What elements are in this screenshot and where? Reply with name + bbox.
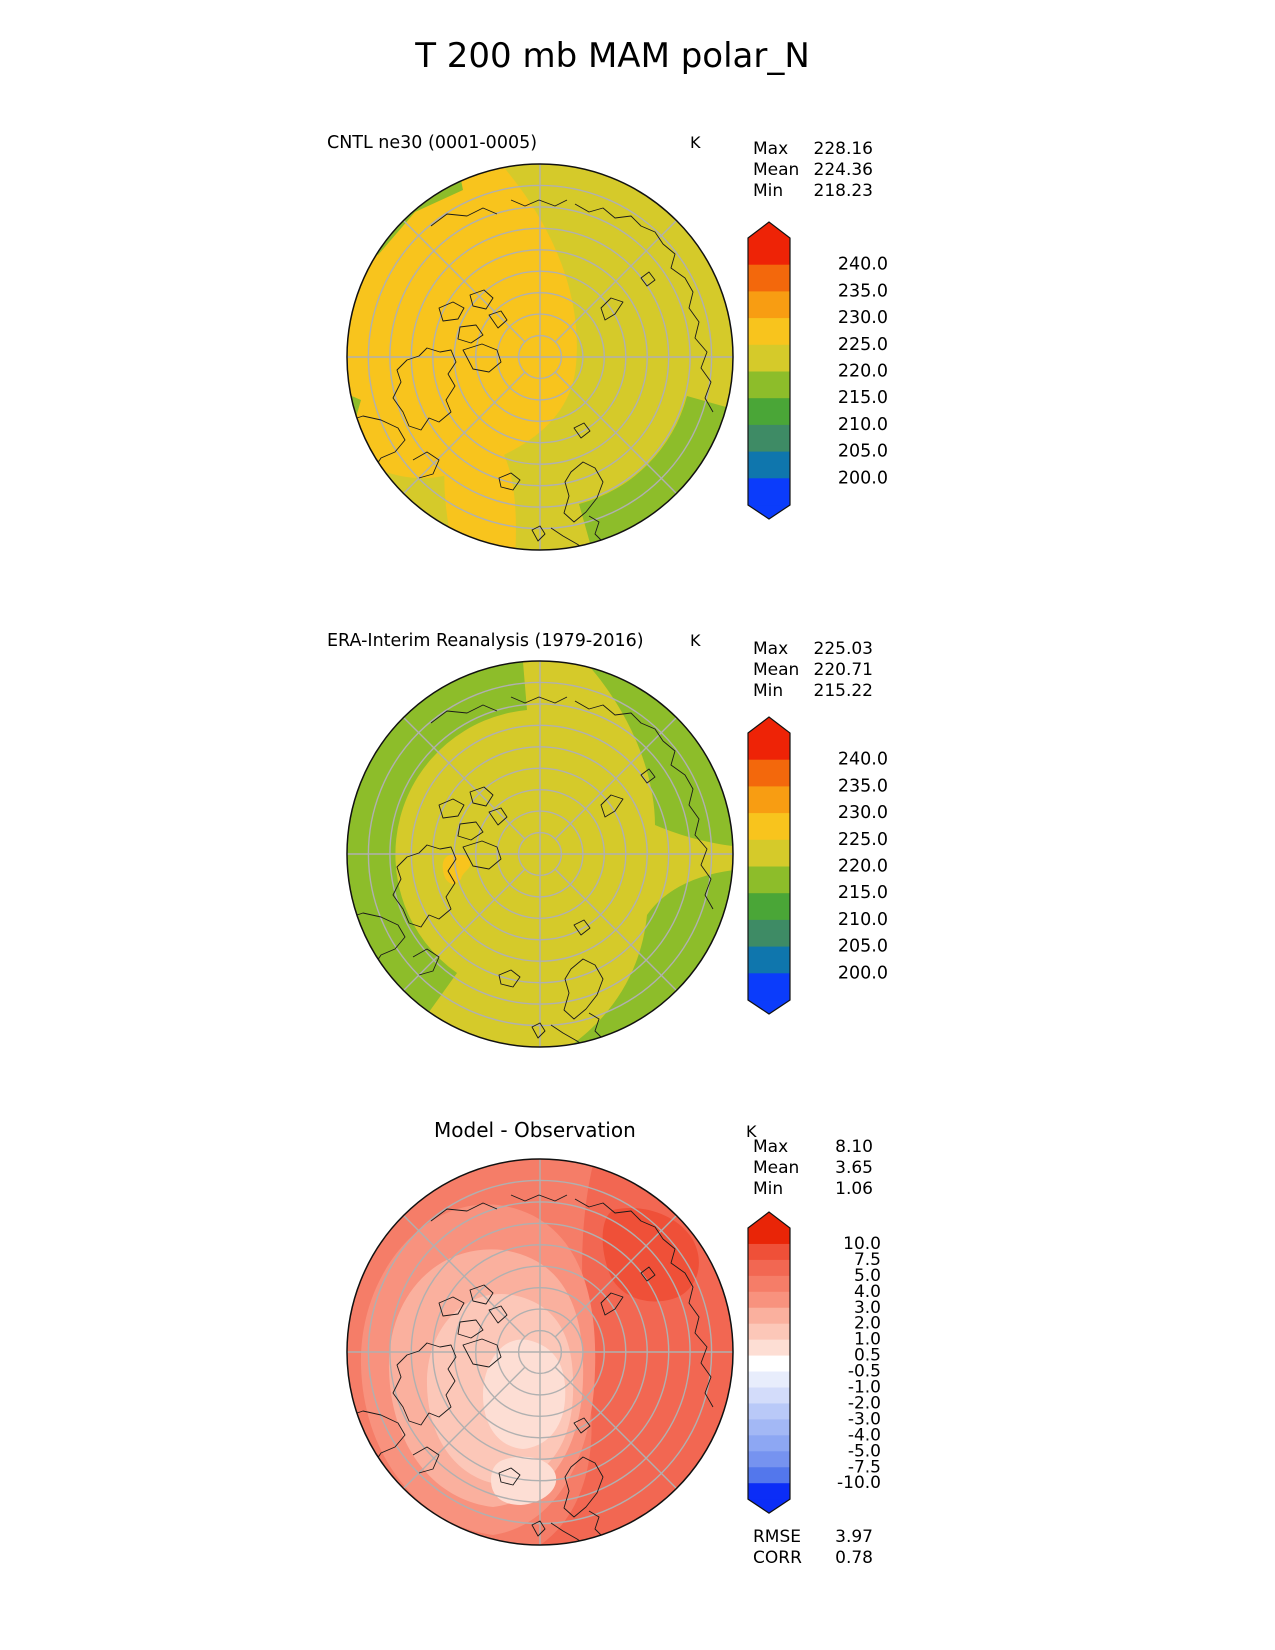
- colorbar-segment: [748, 1483, 790, 1500]
- metrics-block: [753, 1527, 873, 1569]
- colorbar-tick-label: 200.0: [837, 963, 888, 984]
- colorbar-segment: [748, 238, 790, 265]
- colorbar-segment: [748, 1356, 790, 1373]
- diff-band-0.5-1: [483, 1339, 565, 1449]
- stat-value: 3.65: [835, 1158, 873, 1178]
- colorbar-tick-label: 230.0: [837, 803, 888, 824]
- graticule: [347, 661, 733, 1047]
- stat-value: 220.71: [813, 660, 873, 680]
- stat-value: 1.06: [835, 1179, 873, 1199]
- stats-block-model: [753, 139, 873, 202]
- colorbar-segment: [748, 1340, 790, 1357]
- colorbar-segment: [748, 1372, 790, 1389]
- colorbar-segment: [748, 265, 790, 292]
- colorbar-segment: [748, 733, 790, 760]
- colorbar-top-arrow: [748, 1212, 790, 1228]
- colorbar-segment: [748, 973, 790, 1000]
- stat-label: Max: [753, 1137, 789, 1157]
- colorbar-segment: [748, 1467, 790, 1484]
- stat-row: [753, 1179, 873, 1200]
- colorbar-tick-label: 235.0: [837, 776, 888, 797]
- panel-title-model: CNTL ne30 (0001-0005): [327, 133, 538, 153]
- polar-map-model: [343, 160, 737, 554]
- stat-label: Mean: [753, 1158, 800, 1178]
- colorbar-tick-label: 225.0: [837, 334, 888, 355]
- graticule: [347, 164, 733, 550]
- stat-row: [753, 181, 873, 202]
- stat-row: [753, 139, 873, 160]
- unit-label-observation: K: [690, 631, 701, 650]
- colorbar-tick-label: -2.0: [847, 1393, 881, 1414]
- colorbar-segment: [748, 1435, 790, 1452]
- colorbar-temperature-model: [746, 220, 896, 522]
- colorbar-segment: [748, 920, 790, 947]
- colorbar-tick-label: 200.0: [837, 468, 888, 489]
- colorbar-bottom-arrow: [748, 505, 790, 519]
- colorbar-segment: [748, 813, 790, 840]
- metric-label: CORR: [753, 1548, 802, 1568]
- stats-block-observation: [753, 639, 873, 702]
- colorbar-segment: [748, 1403, 790, 1420]
- polar-map-difference: [343, 1155, 737, 1549]
- colorbar-tick-label: 215.0: [837, 388, 888, 409]
- colorbar-tick-label: 240.0: [837, 749, 888, 770]
- stat-label: Min: [753, 181, 784, 201]
- colorbar-segment: [748, 1308, 790, 1325]
- colorbar-tick-label: 0.5: [853, 1345, 881, 1366]
- unit-label-model: K: [690, 133, 701, 152]
- metric-label: RMSE: [753, 1527, 802, 1547]
- stats-block-difference: [753, 1137, 873, 1200]
- stat-label: Min: [753, 681, 784, 701]
- stat-value: 224.36: [813, 160, 873, 180]
- colorbar-tick-label: 235.0: [837, 281, 888, 302]
- colorbar-tick-label: 4.0: [853, 1281, 881, 1302]
- polar-map-observation: [343, 657, 737, 1051]
- stat-value: 8.10: [835, 1137, 873, 1157]
- colorbar-segment: [748, 1388, 790, 1405]
- colorbar-temperature-observation: [746, 715, 896, 1017]
- colorbar-segment: [748, 893, 790, 920]
- colorbar-segment: [748, 1324, 790, 1341]
- graticule: [347, 1159, 733, 1545]
- stat-label: Max: [753, 139, 789, 159]
- stat-label: Mean: [753, 660, 800, 680]
- colorbar-top-arrow: [748, 222, 790, 238]
- stat-row: [753, 660, 873, 681]
- colorbar-tick-label: 7.5: [853, 1249, 881, 1270]
- colorbar-segment: [748, 398, 790, 425]
- colorbar-tick-label: -1.0: [847, 1377, 881, 1398]
- colorbar-tick-label: 210.0: [837, 414, 888, 435]
- colorbar-tick-label: -5.0: [847, 1441, 881, 1462]
- metric-row: [753, 1527, 873, 1548]
- colorbar-tick-label: 220.0: [837, 361, 888, 382]
- colorbar-tick-label: -7.5: [847, 1457, 881, 1478]
- stat-row: [753, 681, 873, 702]
- stat-value: 225.03: [813, 639, 873, 659]
- colorbar-segment: [748, 345, 790, 372]
- colorbar-tick-label: 5.0: [853, 1265, 881, 1286]
- stat-row: [753, 1158, 873, 1179]
- colorbar-tick-label: 205.0: [837, 441, 888, 462]
- stat-row: [753, 160, 873, 181]
- colorbar-segment: [748, 318, 790, 345]
- colorbar-segment: [748, 1276, 790, 1293]
- stat-value: 228.16: [813, 139, 873, 159]
- colorbar-segment: [748, 786, 790, 813]
- colorbar-segment: [748, 760, 790, 787]
- colorbar-tick-label: 10.0: [843, 1233, 881, 1254]
- stat-row: [753, 639, 873, 660]
- metric-row: [753, 1548, 873, 1569]
- colorbar-tick-label: 210.0: [837, 909, 888, 930]
- colorbar-segment: [748, 1228, 790, 1245]
- colorbar-tick-label: 240.0: [837, 254, 888, 275]
- colorbar-segment: [748, 291, 790, 318]
- colorbar-segment: [748, 1260, 790, 1277]
- colorbar-segment: [748, 947, 790, 974]
- colorbar-segment: [748, 1419, 790, 1436]
- colorbar-tick-label: 205.0: [837, 936, 888, 957]
- colorbar-segment: [748, 867, 790, 894]
- colorbar-tick-label: -4.0: [847, 1425, 881, 1446]
- colorbar-segment: [748, 1292, 790, 1309]
- colorbar-tick-label: 220.0: [837, 856, 888, 877]
- metric-value: 0.78: [835, 1548, 873, 1568]
- colorbar-bottom-arrow: [748, 1000, 790, 1014]
- panel-title-observation: ERA-Interim Reanalysis (1979-2016): [327, 631, 644, 651]
- colorbar-segment: [748, 1244, 790, 1261]
- colorbar-tick-label: 215.0: [837, 883, 888, 904]
- colorbar-tick-label: -0.5: [847, 1361, 881, 1382]
- colorbar-segment: [748, 372, 790, 399]
- stat-label: Max: [753, 639, 789, 659]
- stat-label: Min: [753, 1179, 784, 1199]
- colorbar-tick-label: 230.0: [837, 308, 888, 329]
- colorbar-segment: [748, 425, 790, 452]
- panel-title-difference: Model - Observation: [434, 1118, 636, 1142]
- stat-value: 218.23: [813, 181, 873, 201]
- stat-value: 215.22: [813, 681, 873, 701]
- colorbar-tick-label: 2.0: [853, 1313, 881, 1334]
- colorbar-tick-label: -10.0: [837, 1473, 881, 1494]
- stat-row: [753, 1137, 873, 1158]
- page-title: T 200 mb MAM polar_N: [415, 36, 810, 76]
- colorbar-segment: [748, 478, 790, 505]
- unit-label-difference: K: [746, 1122, 757, 1141]
- colorbar-top-arrow: [748, 717, 790, 733]
- colorbar-tick-label: 3.0: [853, 1297, 881, 1318]
- colorbar-segment: [748, 452, 790, 479]
- metric-value: 3.97: [835, 1527, 873, 1547]
- colorbar-tick-label: 1.0: [853, 1329, 881, 1350]
- colorbar-bottom-arrow: [748, 1499, 790, 1513]
- colorbar-difference: [746, 1210, 896, 1518]
- colorbar-segment: [748, 1451, 790, 1468]
- colorbar-tick-label: 225.0: [837, 829, 888, 850]
- stat-label: Mean: [753, 160, 800, 180]
- colorbar-segment: [748, 840, 790, 867]
- colorbar-tick-label: -3.0: [847, 1409, 881, 1430]
